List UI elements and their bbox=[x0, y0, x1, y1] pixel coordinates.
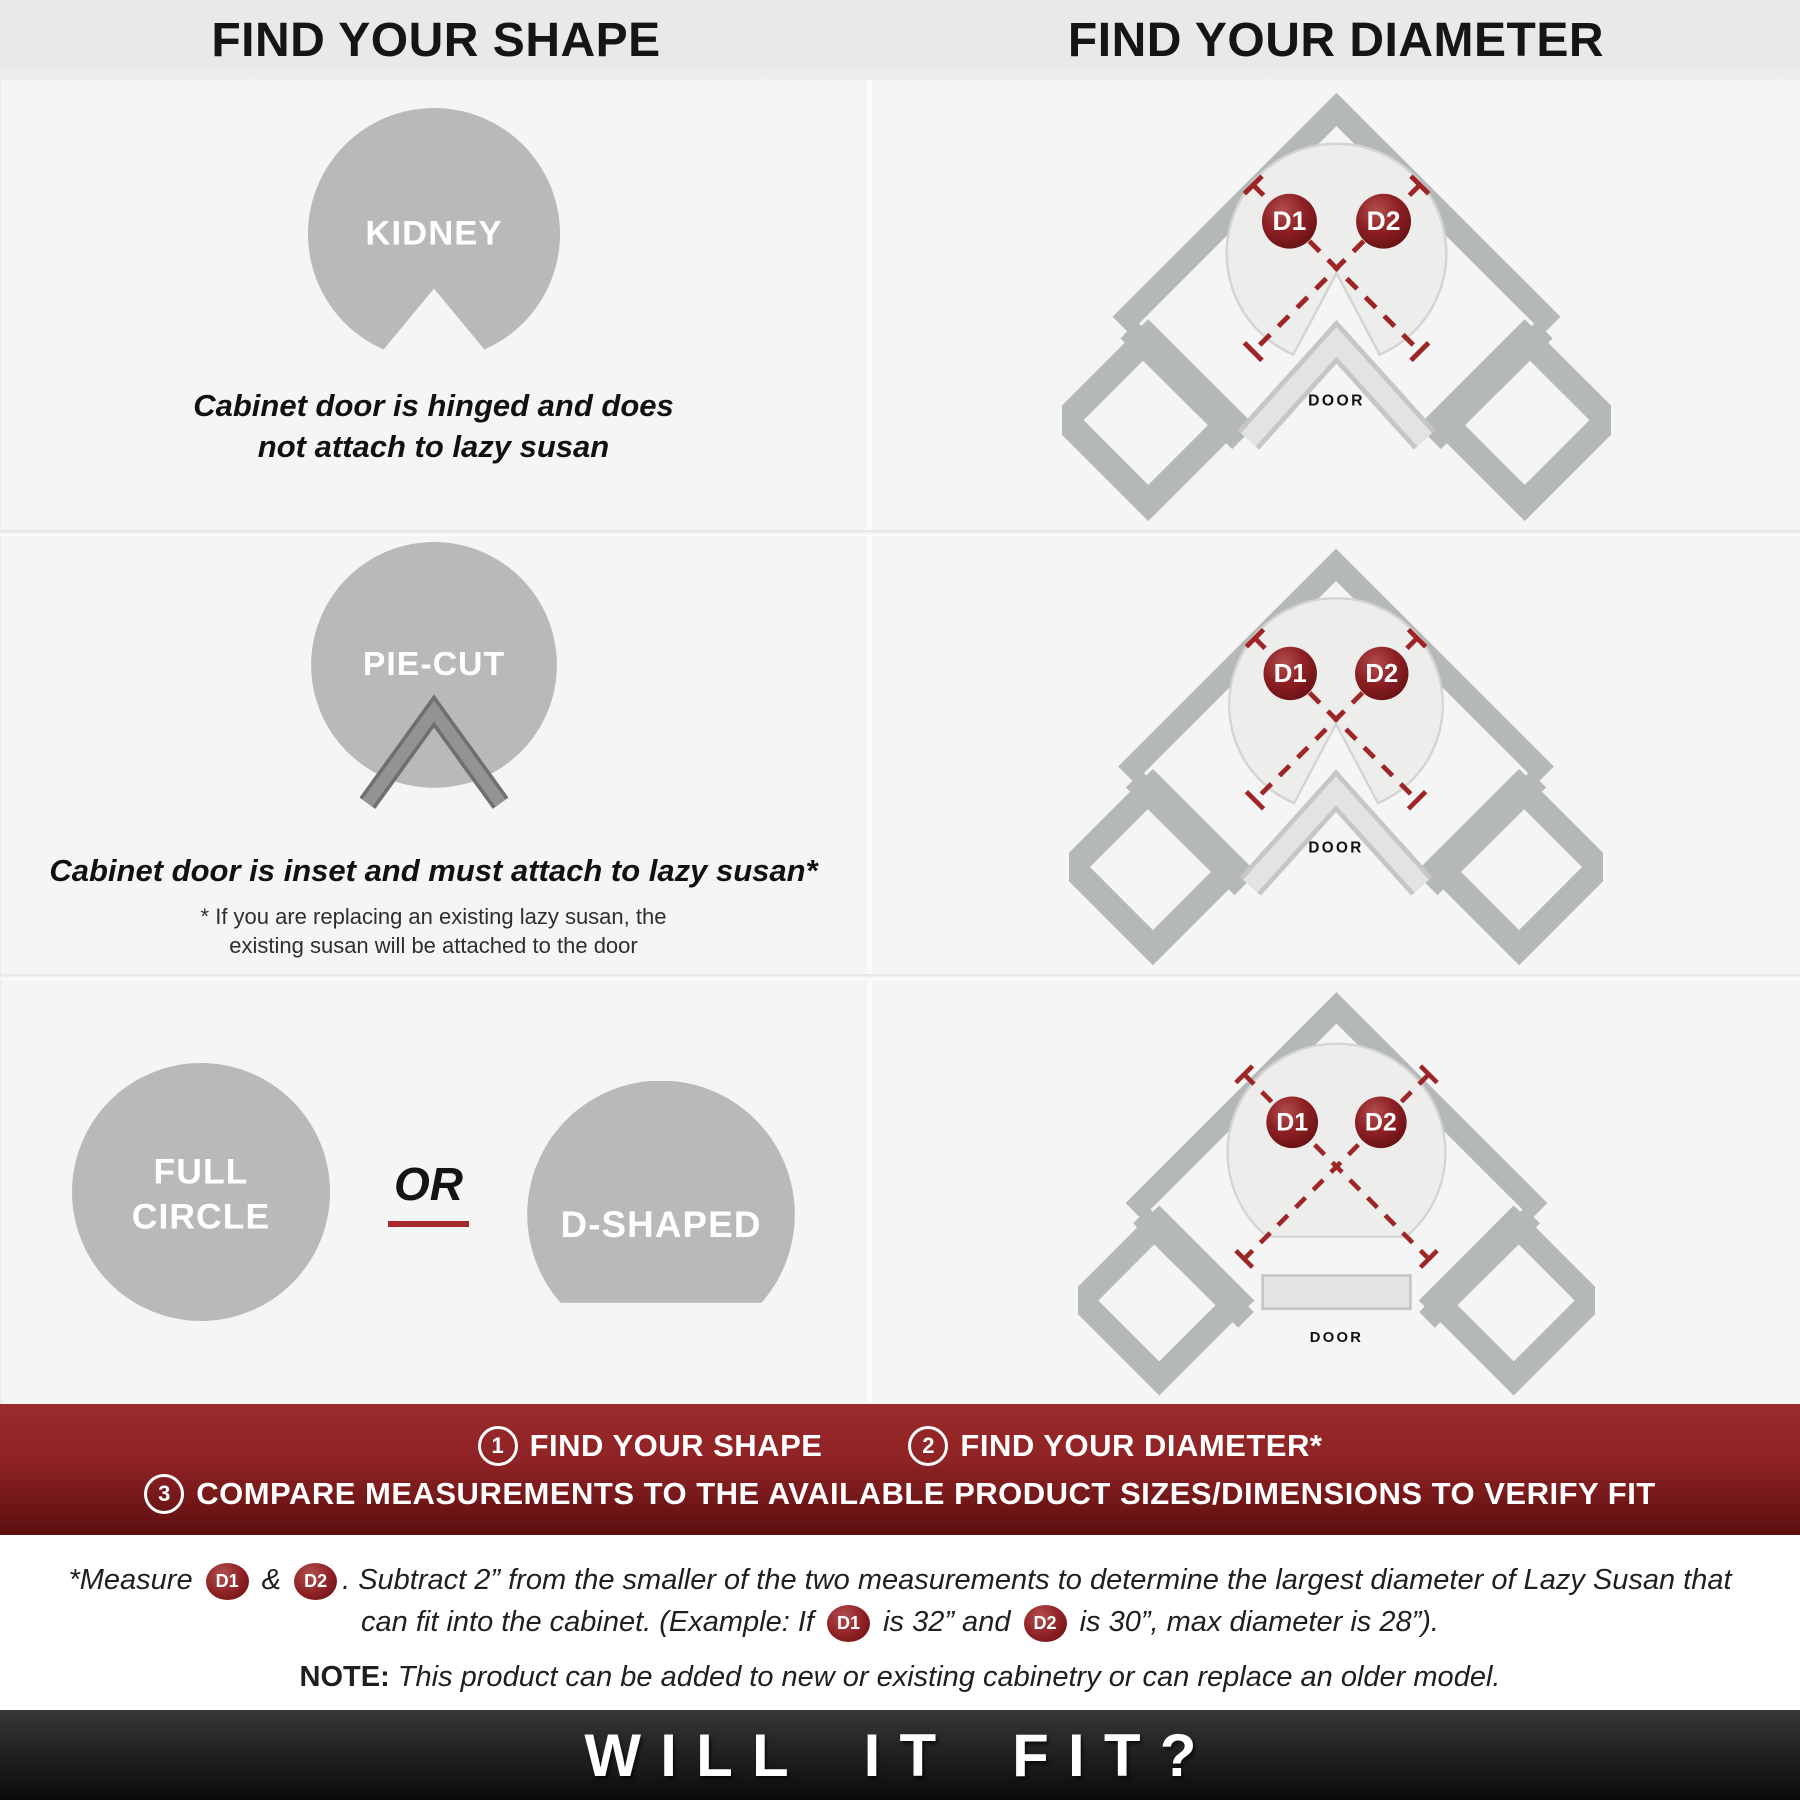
piecut-label: PIE-CUT bbox=[362, 645, 505, 684]
full-circle-silhouette bbox=[72, 1063, 330, 1321]
corner-cabinet-diagram bbox=[1069, 538, 1603, 972]
kidney-shape bbox=[308, 108, 560, 360]
find-your-shape-title: FIND YOUR SHAPE bbox=[211, 13, 661, 67]
note-text: This product can be added to new or existing cabinetry or can replace an older model. bbox=[389, 1661, 1501, 1694]
door-label: DOOR bbox=[1307, 392, 1365, 410]
kidney-diagram-panel bbox=[872, 80, 1800, 530]
fullcircle-diagram-panel bbox=[872, 980, 1800, 1404]
d1-badge-label: D1 bbox=[1273, 660, 1307, 689]
door-label: DOOR bbox=[1308, 839, 1364, 857]
header-band bbox=[0, 0, 1800, 80]
piecut-shape-panel bbox=[0, 536, 872, 974]
cabinet-door-v bbox=[1248, 342, 1424, 440]
step-3 bbox=[144, 1474, 1656, 1514]
d2-badge: D2 bbox=[294, 1563, 337, 1600]
d1-badge-label: D1 bbox=[1275, 1108, 1308, 1137]
or-label: OR bbox=[388, 1157, 469, 1227]
step-3-text: COMPARE MEASUREMENTS TO THE AVAILABLE PRODUCT SIZES/DIMENSIONS TO VERIFY FIT bbox=[196, 1475, 1656, 1511]
step-2-text: FIND YOUR DIAMETER* bbox=[960, 1427, 1323, 1463]
cabinet-door-flat bbox=[1262, 1276, 1410, 1309]
step-1-number-icon: 1 bbox=[478, 1426, 518, 1466]
d1-badge: D1 bbox=[827, 1605, 870, 1642]
row-piecut bbox=[0, 536, 1800, 974]
piecut-footnote-line1: * If you are replacing an existing lazy susan, the bbox=[200, 903, 667, 929]
kidney-cabinet-diagram bbox=[1062, 82, 1611, 528]
banner-line-1 bbox=[478, 1426, 1323, 1466]
row-fullcircle-dshaped bbox=[0, 980, 1800, 1404]
d-shaped-label: D-SHAPED bbox=[560, 1203, 762, 1245]
d2-badge-label: D2 bbox=[1364, 1108, 1397, 1137]
kidney-caption-line2: not attach to lazy susan bbox=[257, 428, 610, 464]
corner-cabinet-diagram bbox=[1078, 982, 1595, 1402]
cabinet-door-v bbox=[1250, 791, 1422, 886]
note-area bbox=[0, 1535, 1800, 1710]
d2-badge-label: D2 bbox=[1366, 206, 1400, 237]
measure-note bbox=[50, 1559, 1750, 1643]
piecut-footnote bbox=[201, 902, 667, 960]
corner-cabinet-diagram bbox=[1062, 82, 1611, 528]
fullcircle-shape-panel bbox=[0, 980, 872, 1404]
header-left bbox=[0, 0, 872, 80]
d-shaped-silhouette bbox=[527, 1081, 795, 1303]
note-line bbox=[0, 1661, 1800, 1694]
measure-seg5: is 30”, max diameter is 28”). bbox=[1071, 1606, 1439, 1639]
find-your-diameter-title: FIND YOUR DIAMETER bbox=[1067, 13, 1605, 67]
banner-line-2 bbox=[144, 1474, 1656, 1514]
d-shaped-shape bbox=[527, 1081, 795, 1304]
shape-trio bbox=[72, 980, 795, 1404]
measure-seg4: is 32” and bbox=[875, 1606, 1019, 1639]
header-right bbox=[872, 0, 1800, 80]
piecut-diagram-panel bbox=[872, 536, 1800, 974]
d1-badge-label: D1 bbox=[1272, 206, 1306, 237]
footer-band bbox=[0, 1710, 1800, 1800]
kidney-caption bbox=[193, 386, 674, 468]
piecut-caption: Cabinet door is inset and must attach to lazy susan* bbox=[49, 853, 818, 888]
measure-seg3: . Subtract 2” from the smaller of the two measurements to determine the largest diameter of Lazy Susan that can fit into the cabinet. (Example: If bbox=[342, 1564, 1732, 1639]
d2-badge: D2 bbox=[1024, 1605, 1067, 1642]
row-kidney bbox=[0, 80, 1800, 530]
piecut-cabinet-diagram bbox=[1069, 538, 1603, 972]
step-1 bbox=[478, 1426, 823, 1466]
note-label: NOTE: bbox=[299, 1661, 390, 1694]
door-label: DOOR bbox=[1309, 1330, 1363, 1346]
steps-banner bbox=[0, 1404, 1800, 1535]
will-it-fit-title: WILL IT FIT? bbox=[584, 1721, 1216, 1789]
piecut-shape bbox=[311, 542, 557, 839]
kidney-shape-panel bbox=[0, 80, 872, 530]
d2-badge-label: D2 bbox=[1365, 660, 1399, 689]
measure-seg1: *Measure bbox=[68, 1564, 201, 1596]
measure-seg2: & bbox=[253, 1564, 290, 1596]
kidney-caption-line1: Cabinet door is hinged and does bbox=[193, 388, 674, 423]
step-3-number-icon: 3 bbox=[144, 1474, 184, 1514]
step-2 bbox=[908, 1426, 1322, 1466]
d1-badge: D1 bbox=[206, 1563, 249, 1600]
kidney-label: KIDNEY bbox=[364, 214, 503, 253]
step-2-number-icon: 2 bbox=[908, 1426, 948, 1466]
full-circle-shape bbox=[72, 1063, 330, 1321]
full-circle-label-line1: FULL bbox=[153, 1151, 249, 1192]
piecut-footnote-line2: existing susan will be attached to the door bbox=[229, 932, 638, 958]
fullcircle-cabinet-diagram bbox=[1078, 982, 1595, 1402]
step-1-text: FIND YOUR SHAPE bbox=[529, 1427, 823, 1463]
full-circle-label-line2: CIRCLE bbox=[131, 1196, 271, 1237]
